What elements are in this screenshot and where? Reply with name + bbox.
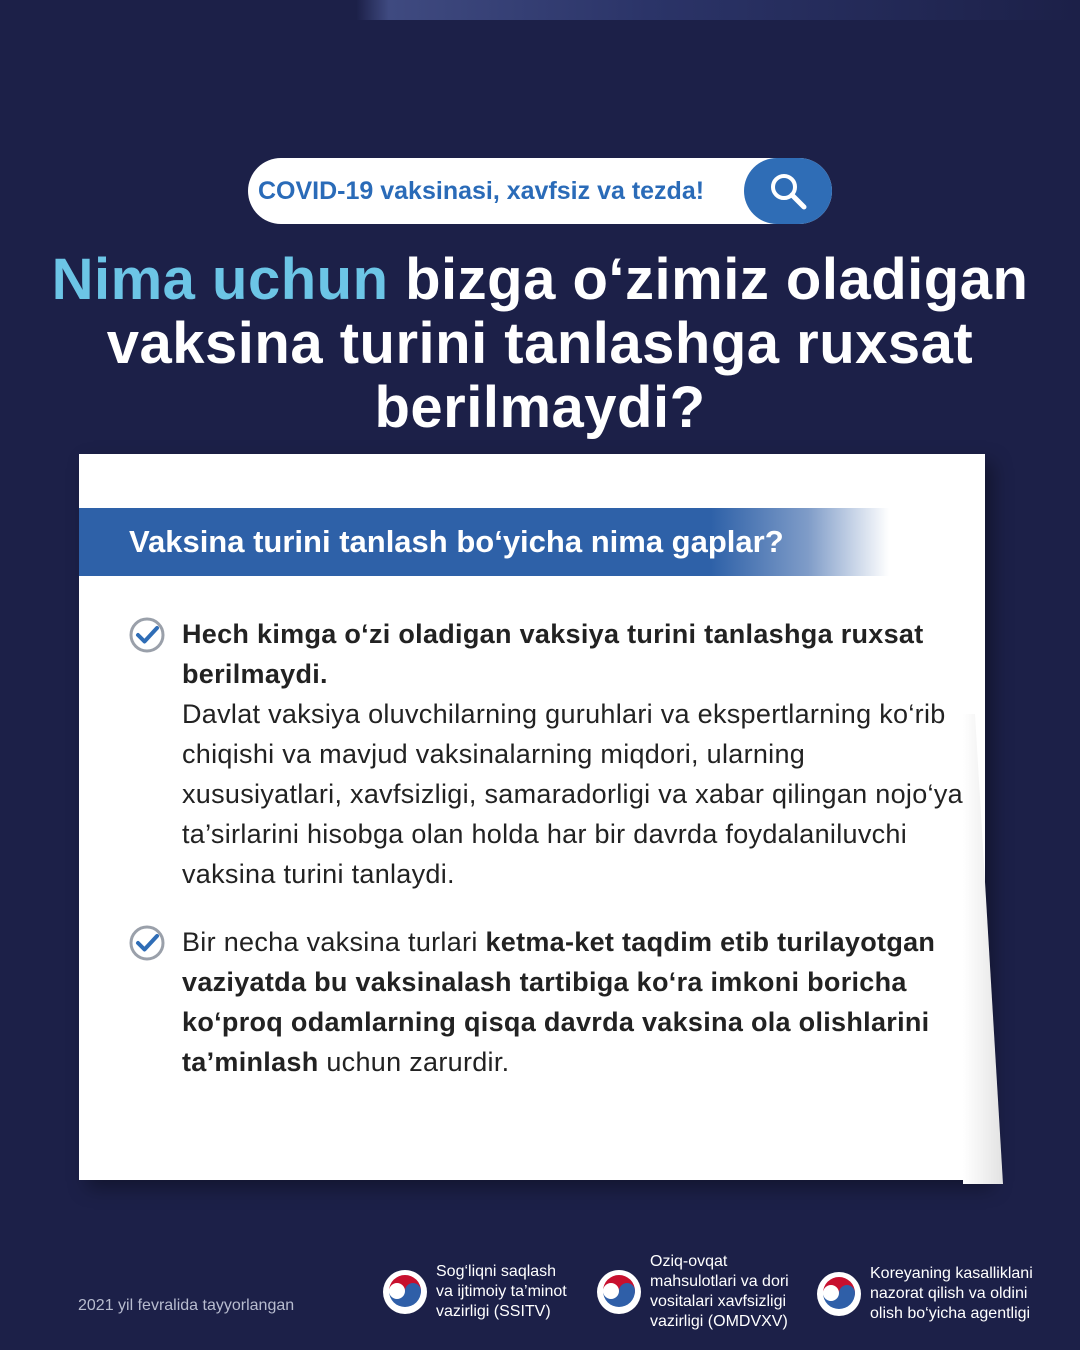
title-accent: Nima uchun (51, 247, 389, 312)
org-kdca (816, 1264, 1033, 1324)
org-line: va ijtimoiy ta’minot (436, 1283, 567, 1300)
government-emblem-icon (816, 1271, 862, 1317)
org-name-omdvxv (650, 1252, 789, 1332)
section-title: Vaksina turini tanlash bo‘yicha nima gaplar? (129, 524, 784, 559)
org-line: mahsulotlari va dori (650, 1273, 789, 1290)
bullet-2-bold: ketma-ket taqdim etib turilayotgan vaziyatda bu vaksinalash tartibiga ko‘ra imkoni boricha ko‘proq odamlarning qisqa davrda vaksina ola olishlarini ta’minlash (182, 927, 936, 1077)
org-line: Oziq-ovqat (650, 1253, 728, 1270)
org-name-ssitv (436, 1262, 567, 1322)
org-line: Sog‘liqni saqlash (436, 1263, 557, 1280)
org-line: vazirligi (SSITV) (436, 1303, 551, 1320)
bullet-text-1 (182, 614, 972, 894)
government-emblem-icon (596, 1269, 642, 1315)
org-line: Koreyaning kasalliklani (870, 1265, 1033, 1282)
top-decorative-strip (0, 0, 1080, 20)
search-bar[interactable] (248, 158, 832, 224)
org-omdvxv (596, 1252, 789, 1332)
org-ssitv (382, 1262, 567, 1322)
page-title (20, 248, 1060, 440)
checkmark-icon (128, 924, 166, 962)
title-rest: bizga o‘zimiz oladigan vaksina turini tanlashga ruxsat berilmaydi? (106, 247, 1029, 440)
org-line: vazirligi (OMDVXV) (650, 1313, 788, 1330)
bullet-1-body: Davlat vaksiya oluvchilarning guruhlari va ekspertlarning ko‘rib chiqishi va mavjud vaksinalarning miqdori, ularning xususiyatlari, xavfsizligi, samaradorligi va xabar qilingan nojo‘ya ta’sirlarini hisobga olan holda har bir davrda foydalaniluvchi vaksina turini tanlaydi. (182, 699, 963, 889)
section-header (79, 508, 889, 576)
org-line: vositalari xavfsizligi (650, 1293, 787, 1310)
checkmark-icon (128, 616, 166, 654)
org-line: olish bo‘yicha agentligi (870, 1305, 1031, 1322)
org-name-kdca (870, 1264, 1033, 1324)
bullet-1-bold: Hech kimga o‘zi oladigan vaksiya turini tanlashga ruxsat berilmaydi. (182, 619, 924, 689)
bullet-2-start: Bir necha vaksina turlari (182, 927, 486, 957)
bullet-2-end: uchun zarurdir. (318, 1047, 510, 1077)
bullet-text-2 (182, 922, 972, 1082)
search-icon (767, 170, 809, 212)
org-line: nazorat qilish va oldini (870, 1285, 1028, 1302)
search-text: COVID-19 vaksinasi, xavfsiz va tezda! (258, 177, 705, 205)
search-button[interactable] (744, 158, 832, 224)
government-emblem-icon (382, 1269, 428, 1315)
date-note: 2021 yil fevralida tayyorlangan (78, 1297, 295, 1314)
